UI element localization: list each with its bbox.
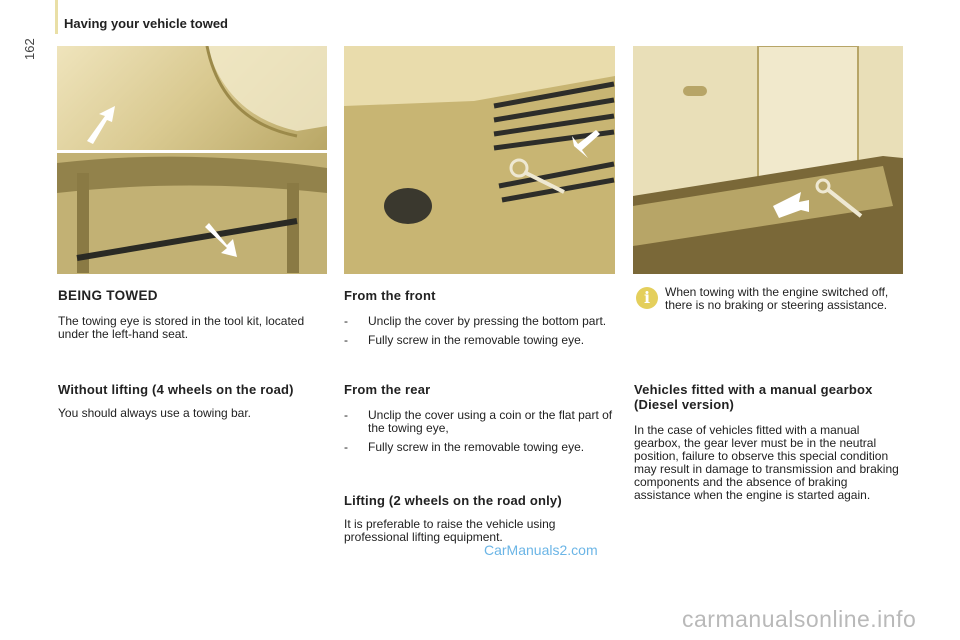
header-accent-bar: [55, 0, 58, 34]
page-title: Having your vehicle towed: [64, 16, 228, 31]
info-icon: i: [636, 287, 658, 309]
rear-step: - Unclip the cover using a coin or the flat part of the towing eye,: [344, 409, 616, 435]
photo-seat-toolkit: [57, 153, 327, 274]
front-step: - Fully screw in the removable towing eye.: [344, 334, 616, 347]
without-lifting-text: You should always use a towing bar.: [58, 406, 252, 420]
watermark-large: carmanualsonline.info: [682, 606, 917, 632]
manual-gearbox-text: In the case of vehicles fitted with a manual gearbox, the gear lever must be in the neutral position, failure to observe this special condition may result in damage to transmission and braking components and the absence of braking assistance when the engine is started again.: [634, 423, 899, 502]
heading-from-rear: From the rear: [344, 382, 431, 397]
info-text: When towing with the engine switched off, there is no braking or steering assistance.: [665, 285, 889, 312]
photo-rear-bumper: [633, 46, 903, 274]
photo-seat-top: [57, 46, 327, 150]
heading-lifting: Lifting (2 wheels on the road only): [344, 493, 562, 508]
rear-step: - Fully screw in the removable towing eye.: [344, 441, 616, 454]
heading-manual-gearbox: Vehicles fitted with a manual gearbox (Diesel version): [634, 382, 873, 412]
photo-front-bumper: [344, 46, 615, 274]
heading-from-front: From the front: [344, 288, 436, 303]
column-manual-gearbox: [634, 382, 904, 502]
watermark-small: CarManuals2.com: [484, 542, 598, 558]
heading-without-lifting: Without lifting (4 wheels on the road): [58, 382, 294, 397]
column-without-lifting: [58, 382, 330, 420]
front-step: - Unclip the cover by pressing the bottom part.: [344, 315, 616, 328]
heading-being-towed: BEING TOWED: [58, 288, 158, 303]
column-being-towed: [58, 288, 330, 341]
page-number: 162: [22, 38, 37, 60]
info-note: [665, 286, 903, 312]
column-lifting: [344, 493, 594, 544]
column-from-front: [344, 288, 616, 353]
column-from-rear: [344, 382, 616, 460]
lifting-text: It is preferable to raise the vehicle using professional lifting equipment.: [344, 517, 556, 544]
arrow-icon: [87, 106, 115, 144]
being-towed-text: The towing eye is stored in the tool kit, located under the left-hand seat.: [58, 314, 305, 341]
